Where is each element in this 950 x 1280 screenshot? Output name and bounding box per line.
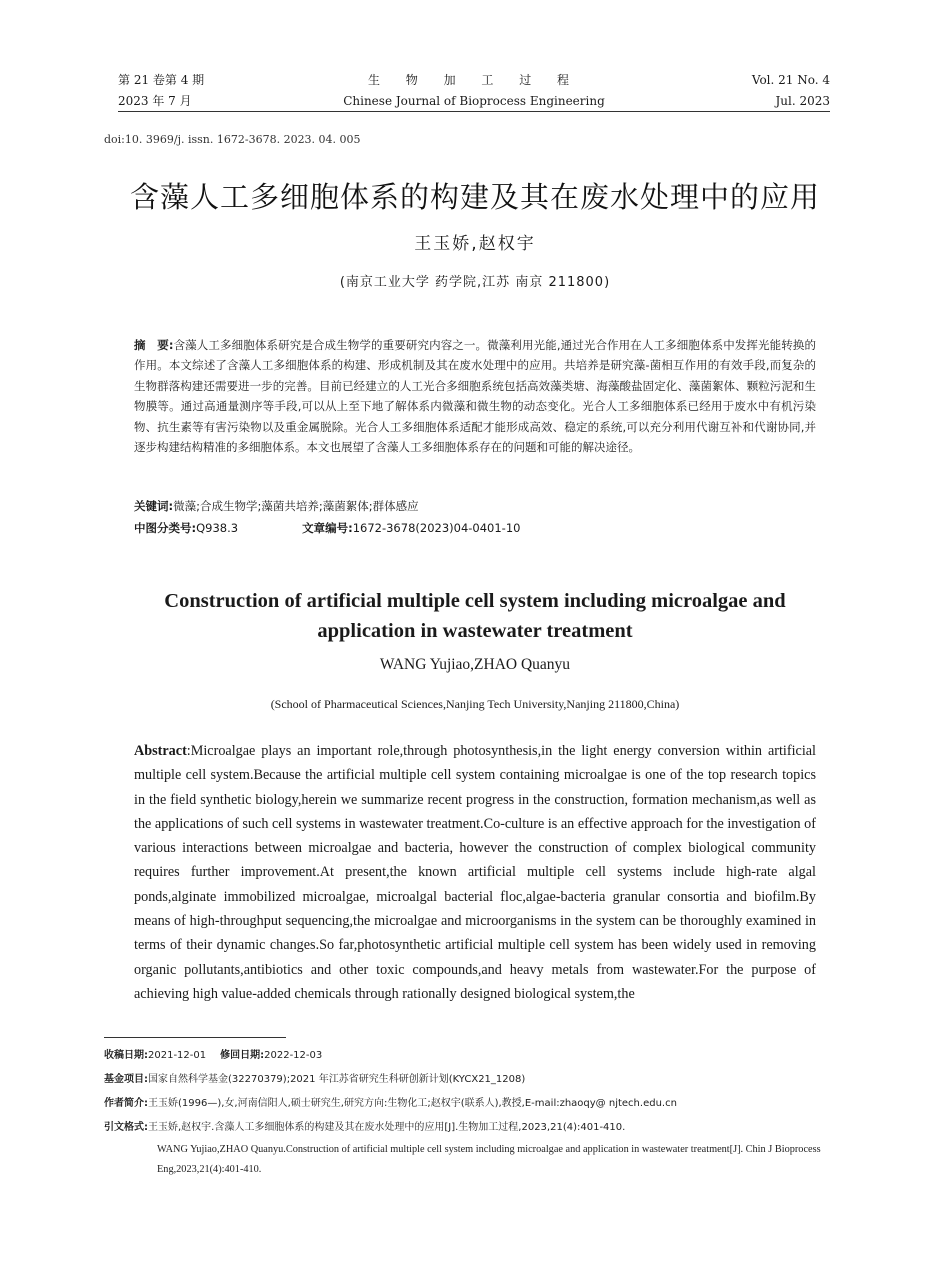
journal-name-en: Chinese Journal of Bioprocess Engineering	[343, 94, 605, 108]
clc-label: 中图分类号:	[134, 521, 197, 535]
fund-text: 国家自然科学基金(32270379);2021 年江苏省研究生科研创新计划(KYCX21_1208)	[148, 1074, 526, 1085]
abstract-en-text: :Microalgae plays an important role,through photosynthesis,in the light energy conversion within artificial multiple cell system.Because the artificial multiple cell system containing microalgae is one of the top research topics in the field synthetic biology,herein we summarize recent progress in the construction, formation mechanism,as well as the applications of such cell systems in wastewater treatment.Co-culture is an effective approach for the investigation of various interactions between microalgae and bacteria, however the construction of complex biological community requires further improvement.At present,the known artificial multiple cell systems include high-rate algal ponds,alginate immobilized microalgae, microalgal bacterial floc,algae-bacteria granular consortia and biofilm.By means of high-throughput sequencing,the microalgae and microorganisms in the system can be thoroughly examined in terms of their dynamic changes.So far,photosynthetic artificial multiple cell system has been widely used in removing organic pollutants,antibiotics and other toxic compounds,and heavy metals from wastewater.For the purpose of achieving high value-added chemicals through rationally designed biological system,the	[134, 743, 816, 1002]
received-label: 收稿日期:	[104, 1050, 148, 1061]
doi: doi:10. 3969/j. issn. 1672-3678. 2023. 04. 005	[104, 133, 361, 146]
clc-value: Q938.3	[196, 521, 239, 535]
revised-label: 修回日期:	[220, 1050, 265, 1061]
abstract-cn-label: 摘 要:	[134, 338, 174, 352]
keywords-cn-text: 微藻;合成生物学;藻菌共培养;藻菌絮体;群体感应	[173, 499, 419, 513]
footnote-fund	[104, 1072, 844, 1087]
classification-line	[134, 518, 816, 538]
keywords-cn-label: 关键词:	[134, 499, 174, 513]
abstract-cn-text: 含藻人工多细胞体系研究是合成生物学的重要研究内容之一。微藻利用光能,通过光合作用在人工多细胞体系中发挥光能转换的作用。本文综述了含藻人工多细胞体系的构建、形成机制及其在废水处理中的应用。共培养是研究藻-菌相互作用的有效手段,而复杂的生物群落构建还需要进一步的完善。目前已经建立的人工光合多细胞系统包括高效藻类塘、海藻酸盐固定化、藻菌絮体、颗粒污泥和生物膜等。通过高通量测序等手段,可以从上至下地了解体系内微藻和微生物的动态变化。光合人工多细胞体系已经用于废水中有机污染物、抗生素等有害污染物以及重金属脱除。光合人工多细胞体系适配才能形成高效、稳定的系统,可以充分利用代谢互补和代谢协同,并逐步构建结构精准的多细胞体系。本文也展望了含藻人工多细胞体系存在的问题和可能的解决途径。	[134, 338, 816, 455]
journal-name-cn: 生 物 加 工 过 程	[367, 73, 581, 87]
title-cn: 含藻人工多细胞体系的构建及其在废水处理中的应用	[129, 180, 820, 214]
header-center	[118, 70, 830, 112]
volume-issue-en: Vol. 21 No. 4	[751, 73, 830, 87]
header-right	[752, 70, 830, 112]
authors-cn: 王玉娇,赵权宇	[414, 234, 536, 254]
footnote-citation-cn	[104, 1120, 844, 1135]
footnote-citation-en: WANG Yujiao,ZHAO Quanyu.Construction of artificial multiple cell system including microalgae and application in wastewater treatment[J]. Chin J Bioprocess Eng,2023,21(4):401-410.	[157, 1144, 821, 1175]
fund-label: 基金项目:	[104, 1074, 148, 1085]
date-cn: 2023 年 7 月	[118, 94, 192, 108]
authors-en: WANG Yujiao,ZHAO Quanyu	[379, 656, 571, 673]
cite-label: 引文格式:	[104, 1122, 148, 1133]
received-date: 2021-12-01	[148, 1050, 207, 1061]
bio-label: 作者简介:	[104, 1098, 148, 1109]
bio-text: 王玉娇(1996—),女,河南信阳人,硕士研究生,研究方向:生物化工;赵权宇(联系人),教授,E-mail:zhaoqy@ njtech.edu.cn	[148, 1098, 677, 1109]
footnote-dates	[104, 1048, 844, 1063]
article-no-value: 1672-3678(2023)04-0401-10	[352, 521, 521, 535]
affiliation-cn: (南京工业大学 药学院,江苏 南京 211800)	[339, 275, 611, 290]
abstract-cn	[134, 335, 816, 457]
abstract-en	[134, 739, 816, 1006]
affiliation-en: (School of Pharmaceutical Sciences,Nanjing Tech University,Nanjing 211800,China)	[270, 697, 680, 711]
footnote-author-bio	[104, 1096, 844, 1111]
title-en: Construction of artificial multiple cell system including microalgae and application in wastewater treatment	[164, 590, 786, 642]
volume-issue-cn: 第 21 卷第 4 期	[118, 73, 205, 87]
revised-date: 2022-12-03	[264, 1050, 323, 1061]
running-header	[118, 70, 830, 110]
footnote-rule	[104, 1037, 286, 1038]
cite-cn-text: 王玉娇,赵权宇.含藻人工多细胞体系的构建及其在废水处理中的应用[J].生物加工过程,2023,21(4):401-410.	[148, 1122, 626, 1133]
date-en: Jul. 2023	[775, 94, 830, 108]
abstract-en-label: Abstract	[134, 743, 187, 759]
article-no-label: 文章编号:	[302, 521, 353, 535]
header-rule	[118, 111, 830, 112]
keywords-cn	[134, 496, 816, 516]
